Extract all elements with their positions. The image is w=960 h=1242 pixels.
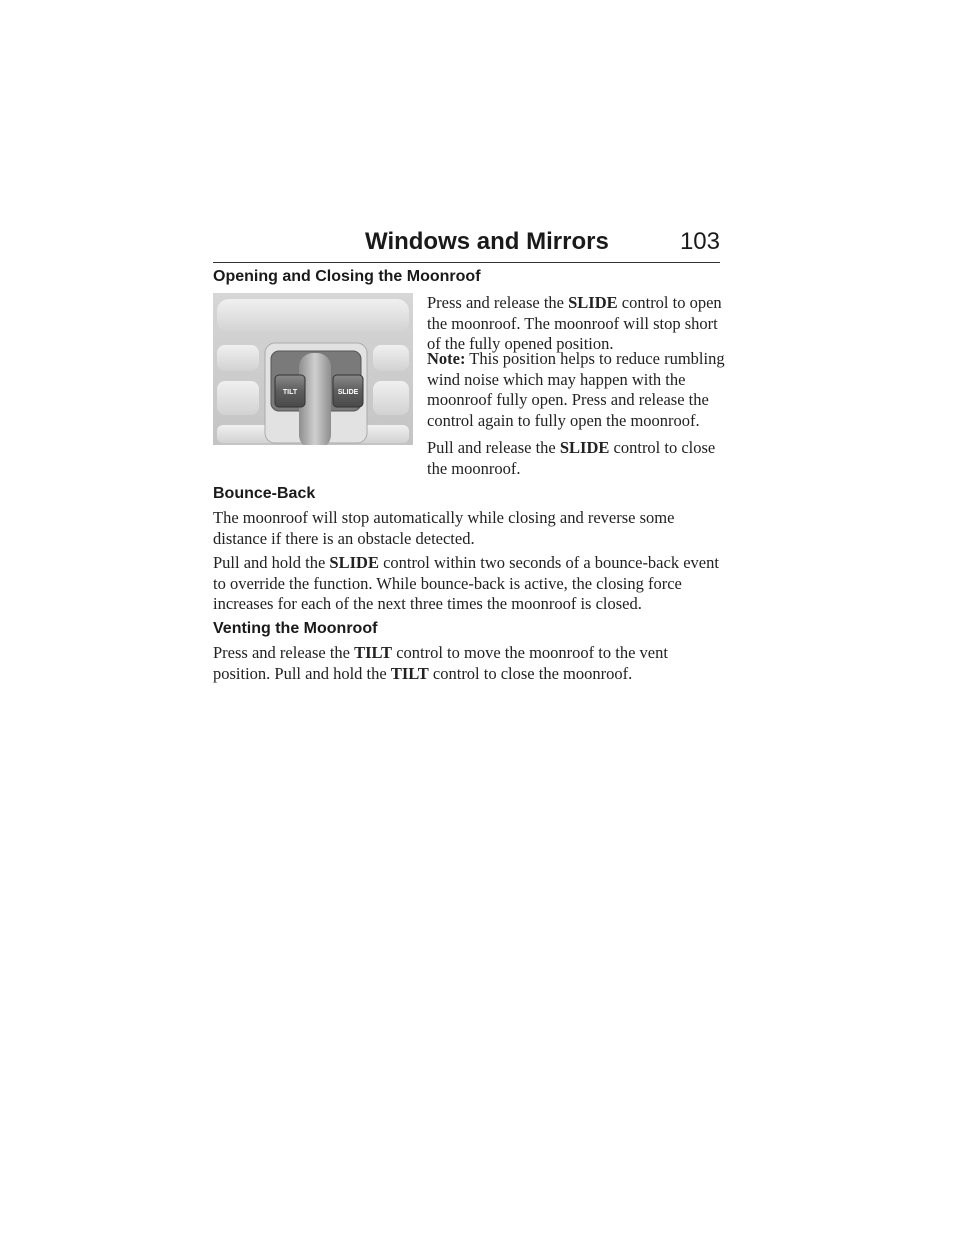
paragraph-close-instructions: Pull and release the SLIDE control to close the moonroof.: [427, 438, 716, 478]
paragraph-open-instructions: Press and release the SLIDE control to open the moonroof. The moonroof will stop short of the fully opened position.: [427, 293, 722, 353]
page-header: [213, 226, 720, 263]
paragraph-bounce-back-description: The moonroof will stop automatically while closing and reverse some distance if there is an obstacle detected.: [213, 508, 675, 548]
chapter-title: Windows and Mirrors: [365, 228, 609, 255]
paragraph-bounce-back-override: Pull and hold the SLIDE control within two seconds of a bounce-back event to override the function. While bounce-back is active, the closing force increases for each of the next three times the moonroof is closed.: [213, 553, 719, 613]
page-number: 103: [679, 228, 720, 255]
note-paragraph: Note: This position helps to reduce rumbling wind noise which may happen with the moonroof fully open. Press and release the control again to fully open the moonroof.: [427, 349, 725, 430]
moonroof-control-illustration: [213, 293, 413, 445]
paragraph-venting-instructions: Press and release the TILT control to move the moonroof to the vent position. Pull and hold the TILT control to close the moonroof.: [213, 643, 668, 683]
section-heading-venting: Venting the Moonroof: [213, 620, 378, 637]
section-heading-bounce-back: Bounce-Back: [213, 485, 316, 502]
tilt-button-label: TILT: [282, 389, 298, 396]
section-heading-opening-closing: Opening and Closing the Moonroof: [213, 268, 481, 285]
slide-button-label: SLIDE: [337, 389, 359, 396]
